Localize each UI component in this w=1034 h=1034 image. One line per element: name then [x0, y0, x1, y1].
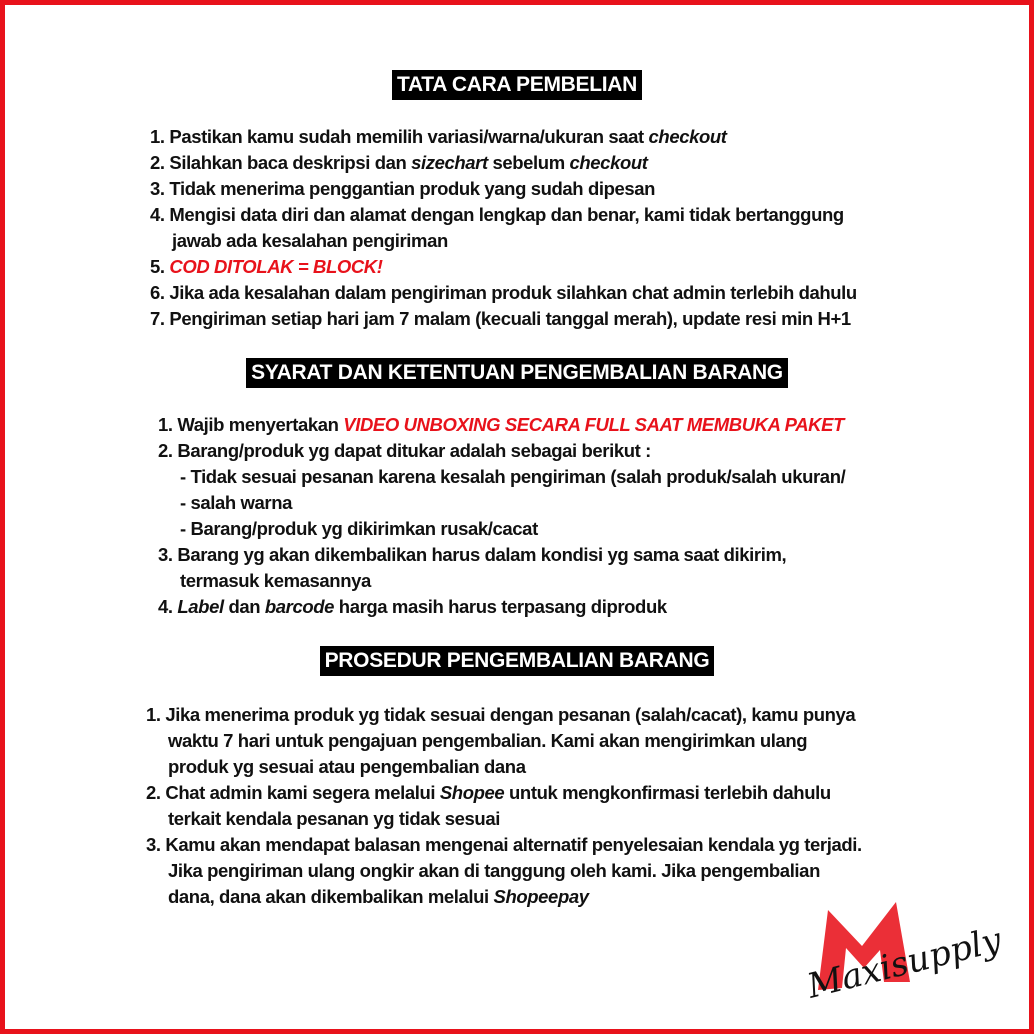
section-title-text: TATA CARA PEMBELIAN [392, 70, 642, 100]
section-title-text: PROSEDUR PENGEMBALIAN BARANG [320, 646, 715, 676]
list-item: 6. Jika ada kesalahan dalam pengiriman produk silahkan chat admin terlebih dahulu [150, 282, 857, 303]
list-item: 1. Pastikan kamu sudah memilih variasi/warna/ukuran saat checkout [150, 126, 727, 147]
list-item: 4. Mengisi data diri dan alamat dengan lengkap dan benar, kami tidak bertanggung [150, 204, 844, 225]
list-item: 3. Kamu akan mendapat balasan mengenai alternatif penyelesaian kendala yg terjadi. [146, 834, 862, 855]
list-item-continuation: jawab ada kesalahan pengiriman [172, 230, 448, 251]
maxisupply-logo [800, 898, 1006, 1007]
return-terms-list [158, 412, 845, 620]
section-title-return-procedure [0, 646, 1034, 676]
cod-warning: COD DITOLAK = BLOCK! [169, 256, 383, 277]
list-item-continuation: Jika pengiriman ulang ongkir akan di tanggung oleh kami. Jika pengembalian [168, 860, 820, 881]
list-item: 2. Barang/produk yg dapat ditukar adalah sebagai berikut : [158, 440, 651, 461]
list-item-continuation: terkait kendala pesanan yg tidak sesuai [168, 808, 500, 829]
list-item-continuation: termasuk kemasannya [180, 570, 371, 591]
sub-list-item: - salah warna [180, 492, 293, 513]
section-title-text: SYARAT DAN KETENTUAN PENGEMBALIAN BARANG [246, 358, 788, 388]
purchase-steps-list [150, 124, 857, 332]
list-item: 3. Barang yg akan dikembalikan harus dalam kondisi yg sama saat dikirim, [158, 544, 787, 565]
list-item: 2. Chat admin kami segera melalui Shopee untuk mengkonfirmasi terlebih dahulu [146, 782, 831, 803]
list-item: 7. Pengiriman setiap hari jam 7 malam (kecuali tanggal merah), update resi min H+1 [150, 308, 851, 329]
sub-list-item: - Tidak sesuai pesanan karena kesalah pengiriman (salah produk/salah ukuran/ [180, 466, 846, 487]
list-item: 3. Tidak menerima penggantian produk yang sudah dipesan [150, 178, 656, 199]
list-item-continuation: produk yg sesuai atau pengembalian dana [168, 756, 526, 777]
return-procedure-list [146, 702, 862, 910]
list-item: 1. Jika menerima produk yg tidak sesuai dengan pesanan (salah/cacat), kamu punya [146, 704, 856, 725]
list-item-continuation: dana, dana akan dikembalikan melalui Shopeepay [168, 886, 589, 907]
section-title-purchase [0, 70, 1034, 100]
list-item-continuation: waktu 7 hari untuk pengajuan pengembalian. Kami akan mengirimkan ulang [168, 730, 808, 751]
list-item: 5. COD DITOLAK = BLOCK! [150, 256, 383, 277]
sub-list-item: - Barang/produk yg dikirimkan rusak/cacat [180, 518, 538, 539]
logo-script-text: Maxisupply [803, 920, 1006, 1007]
unboxing-video-requirement: VIDEO UNBOXING SECARA FULL SAAT MEMBUKA PAKET [343, 414, 844, 435]
section-title-return-terms [0, 358, 1034, 388]
list-item: 1. Wajib menyertakan VIDEO UNBOXING SECARA FULL SAAT MEMBUKA PAKET [158, 414, 844, 435]
list-item: 2. Silahkan baca deskripsi dan sizechart sebelum checkout [150, 152, 648, 173]
list-item: 4. Label dan barcode harga masih harus terpasang diproduk [158, 596, 667, 617]
